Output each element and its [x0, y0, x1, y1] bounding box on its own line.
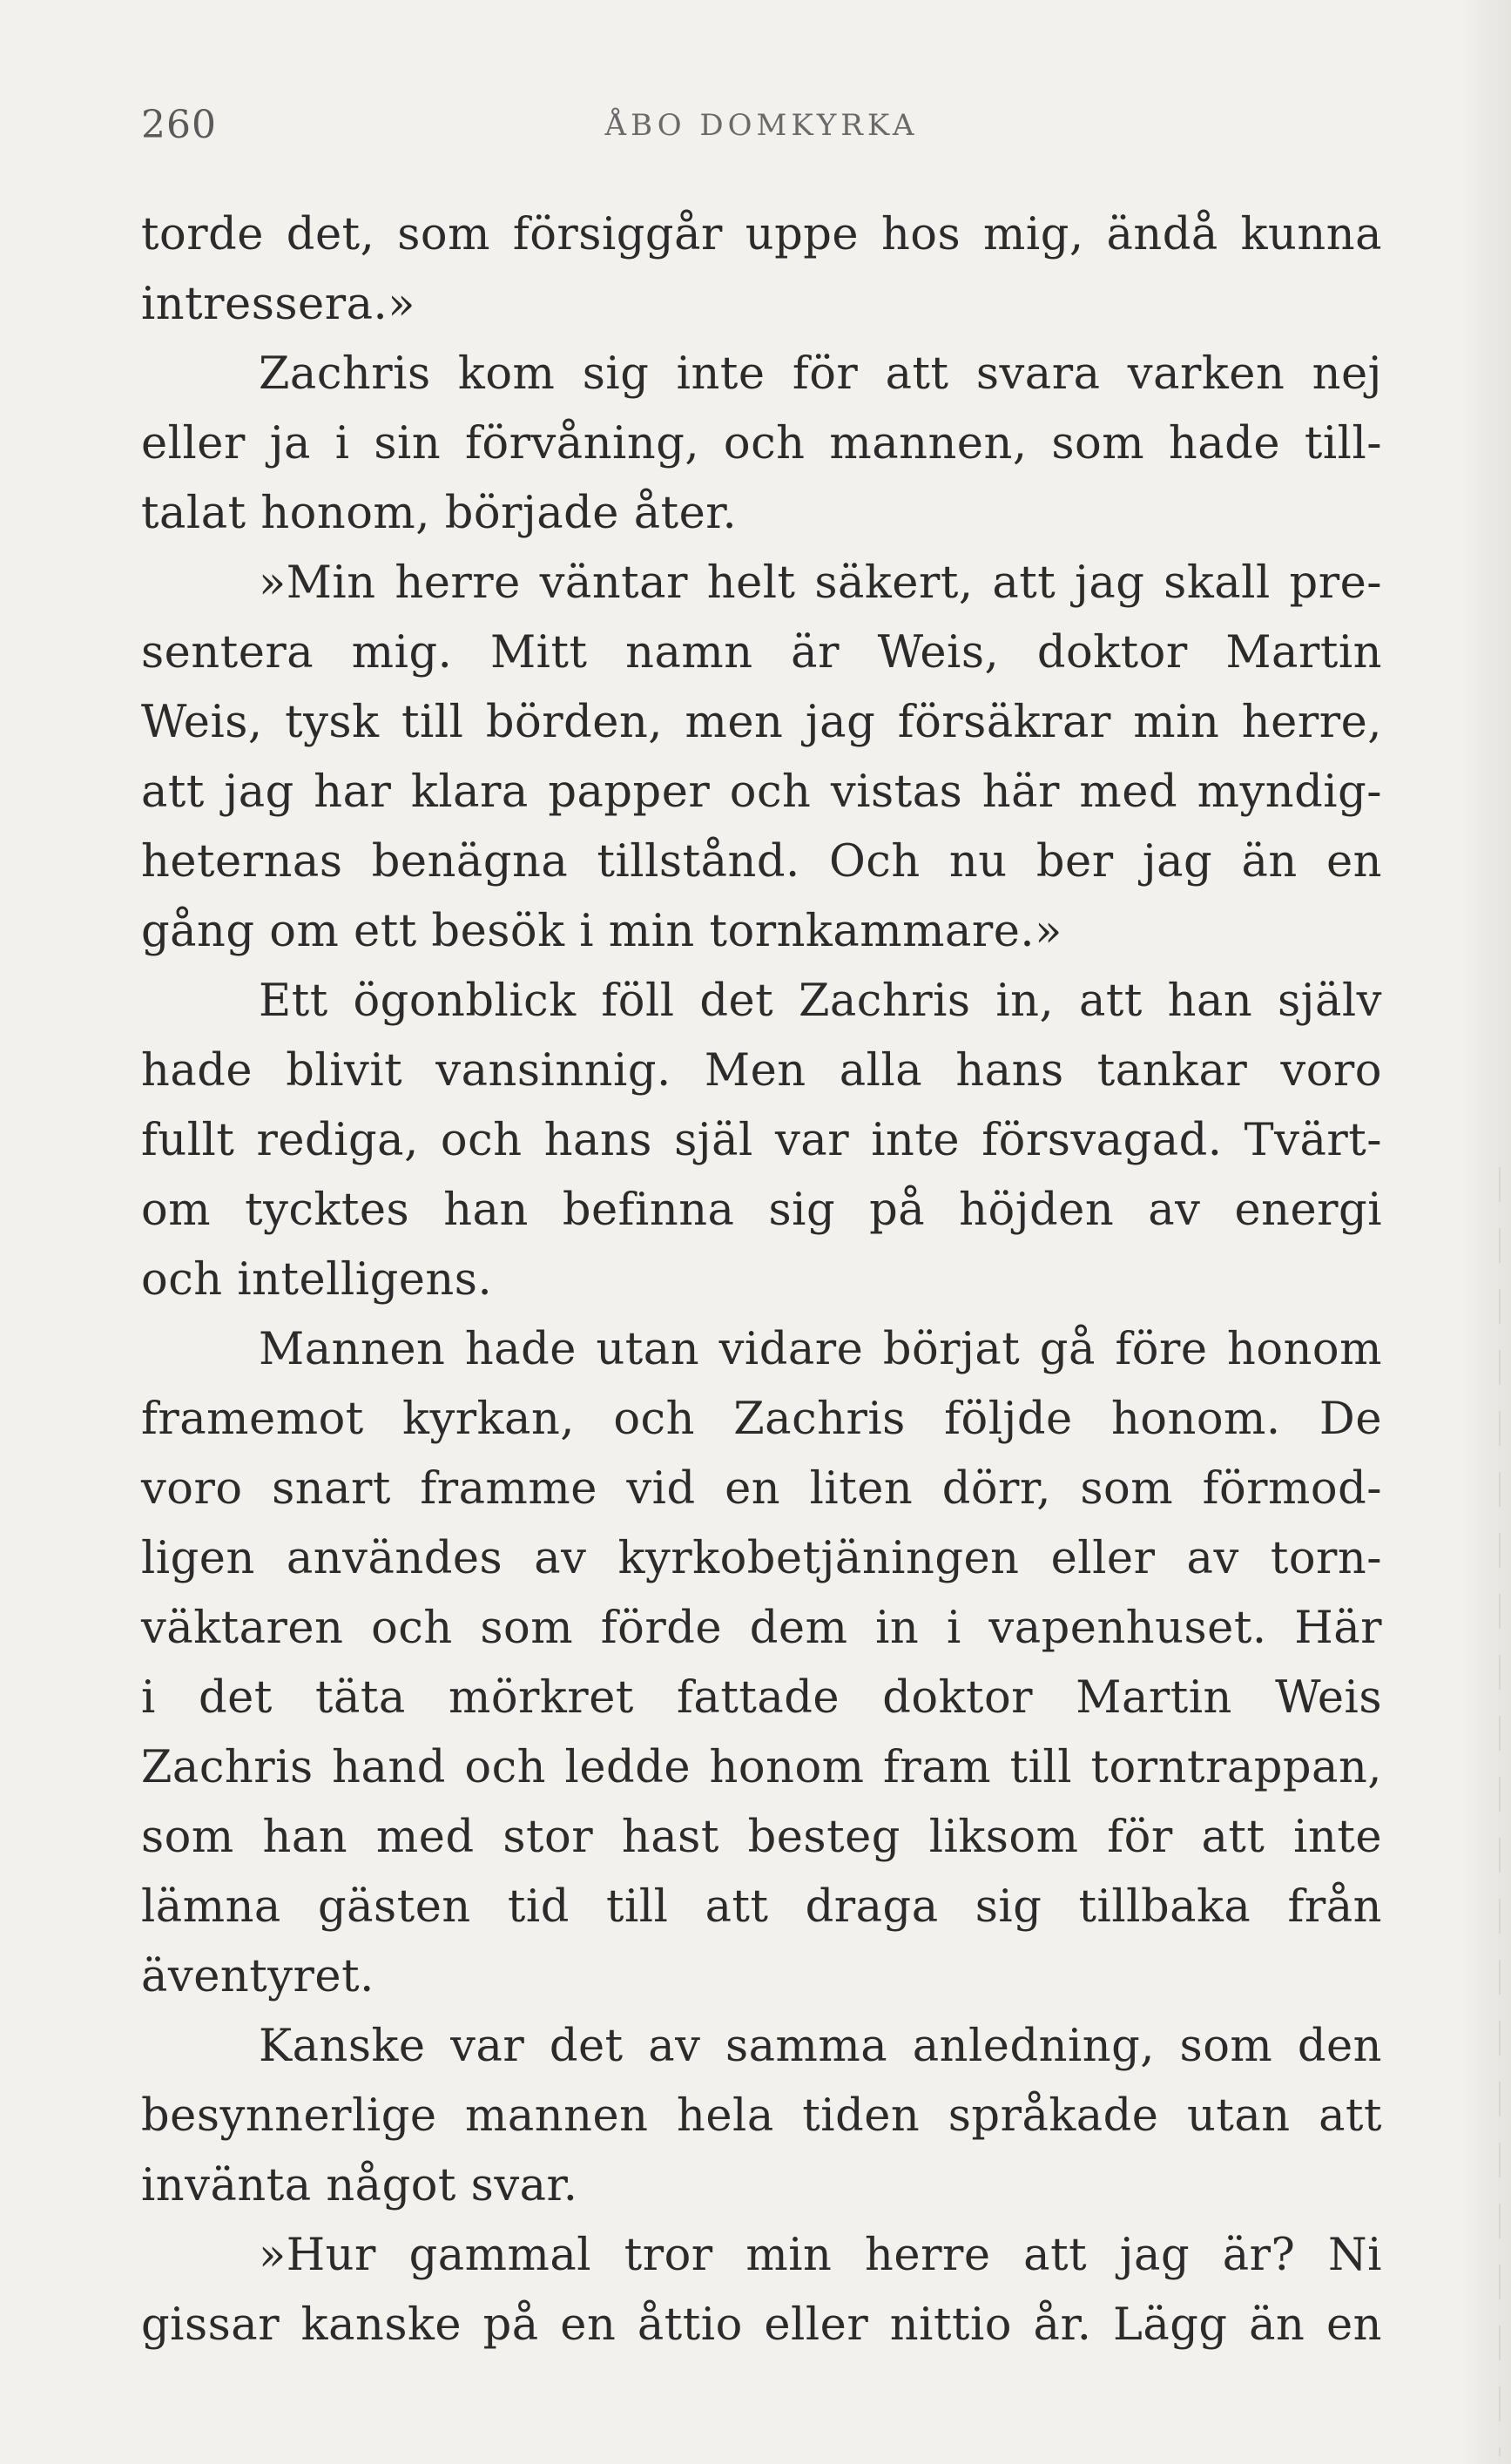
text-line: äventyret. [141, 1951, 374, 2002]
text-line: Kanske var det av samma anledning, som den [259, 2021, 1382, 2072]
text-line: invänta något svar. [141, 2160, 578, 2211]
text-line: Weis, tysk till börden, men jag försäkrar min herre, [141, 697, 1382, 748]
text-line: lämna gästen tid till att draga sig tillbaka från [141, 1881, 1382, 1933]
paragraph [141, 340, 1382, 549]
text-line: Mannen hade utan vidare börjat gå före honom [259, 1324, 1382, 1375]
paragraph [141, 967, 1382, 1315]
text-line: Zachris hand och ledde honom fram till torntrappan, [141, 1742, 1382, 1793]
text-line: Zachris kom sig inte för att svara varken nej [259, 348, 1382, 400]
page-edge [1460, 0, 1511, 2464]
page-number: 260 [141, 103, 217, 147]
text-line: framemot kyrkan, och Zachris följde honom. De [141, 1394, 1382, 1445]
text-line: och intelligens. [141, 1254, 493, 1306]
text-line: eller ja i sin förvåning, och mannen, som hade till- [141, 418, 1382, 469]
text-line: gång om ett besök i min tornkammare.» [141, 906, 1062, 957]
text-line: besynnerlige mannen hela tiden språkade utan att [141, 2090, 1382, 2142]
text-line: Ett ögonblick föll det Zachris in, att han själv [259, 975, 1382, 1027]
text-line: om tycktes han befinna sig på höjden av energi [141, 1185, 1382, 1236]
text-line: fullt rediga, och hans själ var inte försvagad. Tvärt- [141, 1115, 1382, 1166]
text-line: sentera mig. Mitt namn är Weis, doktor Martin [141, 627, 1382, 678]
body-text [141, 200, 1382, 2360]
text-line: »Hur gammal tror min herre att jag är? Ni [259, 2230, 1382, 2281]
text-line: torde det, som försiggår uppe hos mig, ändå kunna [141, 209, 1382, 260]
paragraph [141, 200, 1382, 340]
text-line: hade blivit vansinnig. Men alla hans tankar voro [141, 1045, 1382, 1097]
page-edge-mark [1499, 1167, 1501, 2456]
text-line: »Min herre väntar helt säkert, att jag skall pre- [259, 557, 1382, 609]
paragraph [141, 1315, 1382, 2012]
text-line: talat honom, började åter. [141, 488, 738, 539]
page-header [141, 103, 1382, 155]
text-line: väktaren och som förde dem in i vapenhuset. Här [141, 1603, 1382, 1654]
text-line: som han med stor hast besteg liksom för att inte [141, 1812, 1382, 1863]
text-line: att jag har klara papper och vistas här med myndig- [141, 766, 1382, 818]
paragraph [141, 2012, 1382, 2221]
text-line: intressera.» [141, 279, 415, 330]
paragraph [141, 549, 1382, 967]
text-line: ligen användes av kyrkobetjäningen eller av torn- [141, 1533, 1382, 1584]
text-line: heternas benägna tillstånd. Och nu ber jag än en [141, 836, 1382, 888]
running-head: ÅBO DOMKYRKA [604, 108, 919, 143]
paragraph [141, 2221, 1382, 2360]
text-line: gissar kanske på en åttio eller nittio år. Lägg än en [141, 2299, 1382, 2351]
text-line: voro snart framme vid en liten dörr, som förmod- [141, 1463, 1382, 1515]
text-line: i det täta mörkret fattade doktor Martin Weis [141, 1672, 1382, 1724]
